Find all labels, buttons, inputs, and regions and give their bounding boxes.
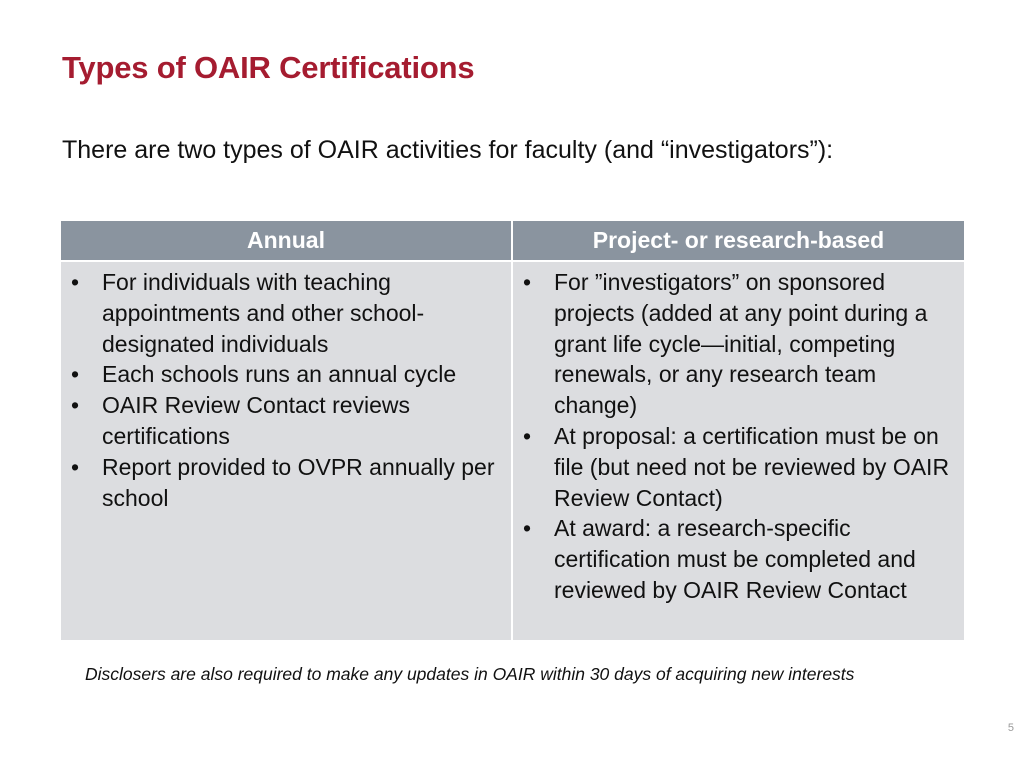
cell-annual: [61, 262, 511, 640]
certification-types-table: [61, 221, 964, 640]
bullet-icon: •: [523, 269, 532, 295]
list-item: [521, 513, 956, 605]
bullet-icon: •: [523, 422, 532, 449]
header-annual: Annual: [61, 221, 511, 260]
list-item-text: For individuals with teaching appointments and other school-designated individuals: [102, 269, 425, 357]
bullet-icon: •: [71, 392, 80, 419]
list-item-text: Each schools runs an annual cycle: [102, 361, 457, 388]
list-item: [69, 390, 503, 452]
bullet-icon: •: [71, 453, 80, 480]
page-number: 5: [1007, 722, 1014, 734]
bullet-icon: •: [71, 269, 80, 295]
footnote: Disclosers are also required to make any updates in OAIR within 30 days of acquiring new interests: [85, 664, 855, 684]
slide-title: Types of OAIR Certifications: [62, 50, 475, 85]
list-item: [521, 267, 956, 421]
list-item: [521, 421, 956, 513]
list-item-text: At award: a research-specific certification must be completed and reviewed by OAIR Review Contact: [554, 515, 916, 603]
project-based-list: [521, 267, 956, 606]
header-project-based: Project- or research-based: [513, 221, 964, 260]
list-item-text: OAIR Review Contact reviews certifications: [102, 392, 411, 449]
list-item-text: For ”investigators” on sponsored projects (added at any point during a grant life cycle—initial, competing renewals, or any research team change): [554, 269, 928, 419]
list-item: [69, 359, 503, 390]
bullet-icon: •: [523, 515, 532, 542]
bullet-icon: •: [71, 361, 80, 388]
intro-text: There are two types of OAIR activities for faculty (and “investigators”):: [62, 136, 834, 164]
list-item-text: Report provided to OVPR annually per school: [102, 453, 495, 511]
cell-project-based: [513, 262, 964, 640]
list-item: [69, 452, 503, 514]
list-item-text: At proposal: a certification must be on file (but need not be reviewed by OAIR Review Contact): [554, 422, 950, 511]
annual-list: [69, 267, 503, 513]
list-item: [69, 267, 503, 359]
